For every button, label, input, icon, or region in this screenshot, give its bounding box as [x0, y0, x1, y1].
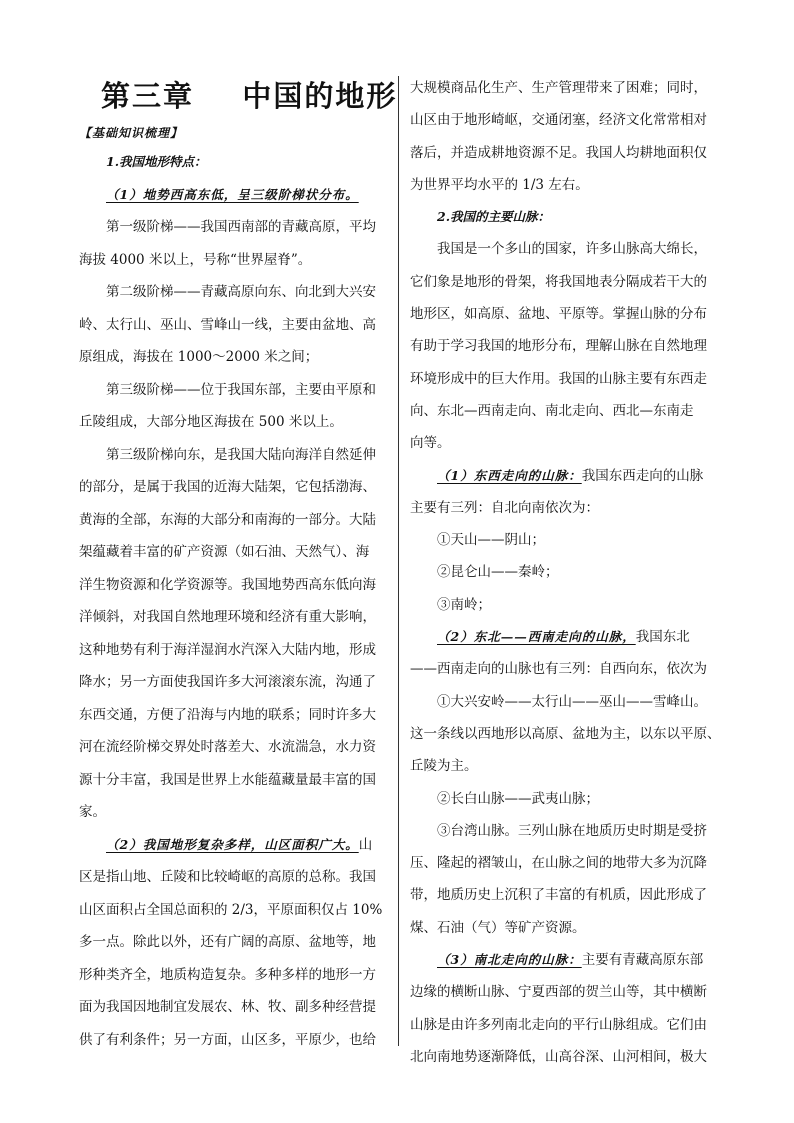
paragraph-line: 降水；另一方面使我国许多大河滚滚东流，沟通了 — [79, 674, 376, 690]
paragraph-line: 煤、石油（气）等矿产资源。 — [410, 919, 586, 936]
paragraph-fragment: 我国东北 — [635, 629, 690, 646]
paragraph-line: 岭、太行山、巫山、雪峰山一线，主要由盆地、高 — [79, 316, 376, 333]
paragraph-line: 向、东北—西南走向、南北走向、西北—东南走 — [410, 402, 694, 419]
paragraph-line: 第三级阶梯——位于我国东部，主要由平原和 — [106, 381, 376, 398]
paragraph-line: 洋生物资源和化学资源等。我国地势西高东低向海 — [79, 576, 376, 593]
subheading-north-south-line — [410, 944, 717, 976]
paragraph-line: 这一条线以西地形以高原、盆地为主，以东以平原、 — [410, 725, 721, 742]
list-item: ②长白山脉——武夷山脉； — [437, 790, 599, 807]
paragraph-line: 区是指山地、丘陵和比较崎岖的高原的总称。我国 — [79, 869, 376, 885]
subheading-three-steps: （1）地势西高东低，呈三级阶梯状分布。 — [106, 186, 359, 202]
paragraph-line: 第三级阶梯向东，是我国大陆向海洋自然延伸 — [106, 446, 376, 463]
paragraph-fragment: 山 — [358, 836, 373, 853]
paragraph-line: 东西交通，方便了沿海与内地的联系；同时许多大 — [79, 706, 376, 723]
paragraph-line: 落后，并造成耕地资源不足。我国人均耕地面积仅 — [410, 144, 707, 161]
paragraph-line: 洋倾斜，对我国自然地理环境和经济有重大影响， — [79, 609, 376, 625]
list-item: ③南岭； — [437, 596, 491, 613]
paragraph-line: 有助于学习我国的地形分布，理解山脉在自然地理 — [410, 338, 707, 355]
subheading-east-west: （1）东西走向的山脉： — [437, 467, 582, 483]
list-item: ①大兴安岭——太行山——巫山——雪峰山。 — [437, 693, 707, 710]
paragraph-line: 山区由于地形崎岖，交通闭塞，经济文化常常相对 — [410, 112, 707, 129]
list-item: ①天山——阴山； — [437, 532, 545, 549]
subheading-complex-terrain-line — [79, 829, 386, 862]
paragraph-line: 源十分丰富，我国是世界上水能蕴藏量最丰富的国 — [79, 771, 376, 788]
list-item: ③台湾山脉。三列山脉在地质历史时期是受挤 — [437, 822, 707, 839]
list-item: ②昆仑山——秦岭； — [437, 564, 559, 581]
subheading-northeast-southwest: （2）东北——西南走向的山脉， — [437, 629, 636, 645]
paragraph-fragment: 主要有青藏高原东部 — [581, 952, 704, 969]
paragraph-line: 面为我国因地制宜发展农、林、牧、副多种经营提 — [79, 999, 376, 1015]
paragraph-line: 它们象是地形的骨架，将我国地表分隔成若干大的 — [410, 273, 707, 290]
paragraph-line: 家。 — [79, 804, 106, 820]
paragraph-line: 山区面积占全国总面积的 2/3，平原面积仅占 10% — [79, 901, 383, 918]
paragraph-line: 原组成，海拔在 1000～2000 米之间； — [79, 349, 319, 365]
right-column — [410, 72, 721, 1073]
paragraph-line: 压、隆起的褶皱山，在山脉之间的地带大多为沉降 — [410, 855, 707, 872]
paragraph-line: 北向南地势逐渐降低，山高谷深、山河相间，极大 — [410, 1048, 707, 1065]
subheading-north-south: （3）南北走向的山脉： — [437, 952, 582, 968]
section-mark: 【基础知识梳理】 — [79, 126, 184, 140]
left-column — [79, 72, 398, 1056]
paragraph-line: 主要有三列：自北向南依次为： — [410, 499, 599, 516]
paragraph-line: 地形区，如高原、盆地、平原等。掌握山脉的分布 — [410, 306, 707, 323]
paragraph-line: 的部分，是属于我国的近海大陆架，它包括渤海、 — [79, 479, 376, 495]
paragraph-line: 黄海的全部，东海的大部分和南海的一部分。大陆 — [79, 511, 376, 528]
paragraph-line: 河在流经阶梯交界处时落差大、水流湍急，水力资 — [79, 739, 376, 755]
subheading-northeast-southwest-line — [410, 621, 717, 653]
paragraph-line: 我国是一个多山的国家，许多山脉高大绵长， — [437, 241, 707, 258]
paragraph-line: 山脉是由许多列南北走向的平行山脉组成。它们由 — [410, 1016, 707, 1033]
paragraph-line: 多一点。除此以外，还有广阔的高原、盆地等，地 — [79, 934, 376, 950]
paragraph-line: 供了有利条件；另一方面，山区多，平原少，也给 — [79, 1031, 376, 1048]
paragraph-fragment: 我国东西走向的山脉 — [581, 467, 704, 484]
paragraph-line: 带，地质历史上沉积了丰富的有机质，因此形成了 — [410, 887, 707, 904]
paragraph-line: 丘陵组成，大部分地区海拔在 500 米以上。 — [79, 414, 343, 430]
paragraph-line: ——西南走向的山脉也有三列：自西向东，依次为 — [410, 661, 707, 678]
paragraph-line: 架蕴藏着丰富的矿产资源（如石油、天然气）、海 — [79, 544, 370, 560]
paragraph-line: 形种类齐全，地质构造复杂。多种多样的地形一方 — [79, 966, 376, 983]
heading-terrain-features: 1.我国地形特点： — [106, 154, 207, 169]
heading-main-mountains: 2.我国的主要山脉： — [437, 209, 551, 225]
subheading-complex-terrain: （2）我国地形复杂多样，山区面积广大。 — [106, 836, 359, 852]
column-divider — [398, 76, 399, 1046]
subheading-east-west-line — [410, 460, 717, 492]
paragraph-line: 环境形成中的巨大作用。我国的山脉主要有东西走 — [410, 370, 707, 387]
paragraph-line: 大规模商品化生产、生产管理带来了困难；同时， — [410, 80, 707, 96]
paragraph-line: 边缘的横断山脉、宁夏西部的贺兰山等，其中横断 — [410, 984, 707, 1001]
paragraph-line: 这种地势有利于海洋湿润水汽深入大陆内地，形成 — [79, 641, 376, 658]
paragraph-line: 丘陵为主。 — [410, 758, 478, 775]
paragraph-line: 第一级阶梯——我国西南部的青藏高原，平均 — [106, 219, 376, 235]
paragraph-line: 为世界平均水平的 1/3 左右。 — [410, 176, 589, 193]
paragraph-line: 向等。 — [410, 435, 451, 452]
page-title: 第三章 中国的地形 — [101, 79, 398, 113]
paragraph-line: 第二级阶梯——青藏高原向东、向北到大兴安 — [106, 284, 376, 300]
paragraph-line: 海拔 4000 米以上，号称“世界屋脊”。 — [79, 251, 312, 268]
